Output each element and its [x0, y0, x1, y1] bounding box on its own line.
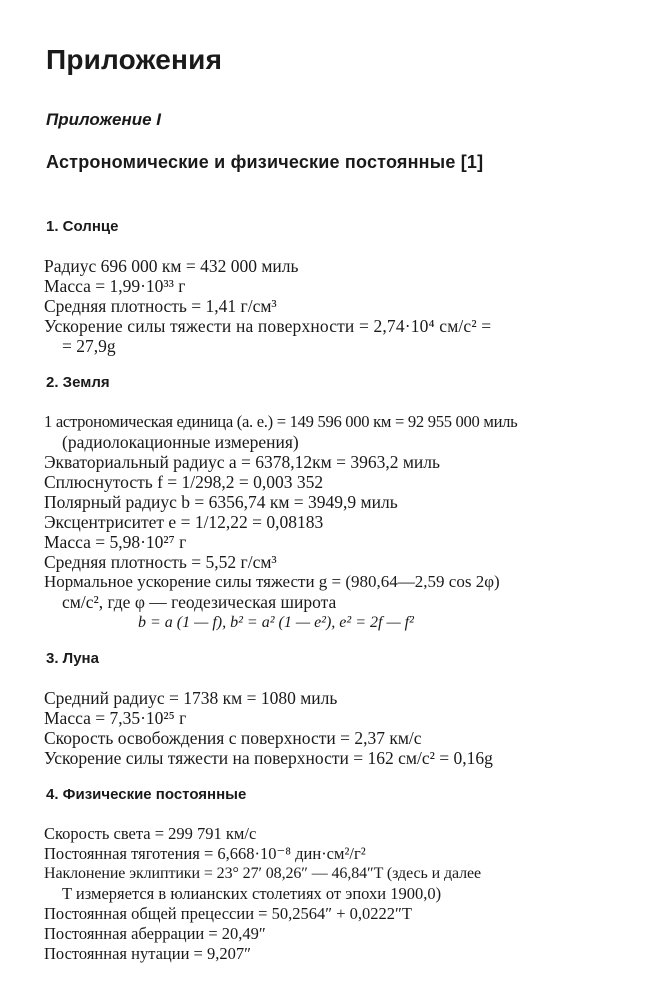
- earth-line: Экваториальный радиус a = 6378,12км = 3963,2 миль: [44, 452, 440, 472]
- physics-line: Наклонение эклиптики = 23° 27′ 08,26″ — 46,84″T (здесь и далее: [44, 865, 482, 882]
- physics-line: Постоянная аберрации = 20,49″: [44, 924, 266, 943]
- earth-line: Сплюснутость f = 1/298,2 = 0,003 352: [44, 472, 324, 492]
- sun-line: Масса = 1,99·10³³ г: [44, 276, 186, 296]
- section-title-sun: 1. Солнце: [46, 218, 119, 235]
- sun-line: Ускорение силы тяжести на поверхности = 2,74·10⁴ см/с² =: [44, 316, 492, 336]
- physics-line: Постоянная тяготения = 6,668·10⁻⁸ дин·см²/г²: [44, 844, 366, 863]
- earth-line: Средняя плотность = 5,52 г/см³: [44, 552, 277, 572]
- appendix-label: Приложение I: [46, 110, 162, 129]
- earth-line: Нормальное ускорение силы тяжести g = (980,64—2,59 cos 2φ): [44, 572, 500, 591]
- appendix-subtitle: Астрономические и физические постоянные [1]: [46, 152, 484, 172]
- section-title-earth: 2. Земля: [46, 374, 110, 391]
- earth-line: Масса = 5,98·10²⁷ г: [44, 532, 187, 552]
- sun-line: Радиус 696 000 км = 432 000 миль: [44, 256, 299, 276]
- physics-line: Постоянная нутации = 9,207″: [44, 944, 251, 963]
- earth-formula: b = a (1 — f), b² = a² (1 — e²), e² = 2f — f²: [138, 614, 414, 631]
- section-title-physics: 4. Физические постоянные: [46, 786, 247, 803]
- moon-line: Средний радиус = 1738 км = 1080 миль: [44, 688, 338, 708]
- page-title: Приложения: [46, 44, 223, 75]
- earth-line: Эксцентриситет e = 1/12,22 = 0,08183: [44, 512, 324, 532]
- moon-line: Масса = 7,35·10²⁵ г: [44, 708, 187, 728]
- physics-line: Скорость света = 299 791 км/с: [44, 824, 257, 843]
- sun-line: Средняя плотность = 1,41 г/см³: [44, 296, 277, 316]
- sun-line: = 27,9g: [62, 336, 116, 356]
- moon-line: Скорость освобождения с поверхности = 2,37 км/с: [44, 728, 422, 748]
- earth-line: Полярный радиус b = 6356,74 км = 3949,9 миль: [44, 492, 398, 512]
- moon-line: Ускорение силы тяжести на поверхности = 162 см/с² = 0,16g: [44, 748, 493, 768]
- earth-line: см/с², где φ — геодезическая широта: [62, 592, 337, 612]
- physics-line: Постоянная общей прецессии = 50,2564″ + 0,0222″T: [44, 904, 412, 923]
- earth-line: 1 астрономическая единица (а. е.) = 149 596 000 км = 92 955 000 миль: [44, 412, 518, 431]
- physics-line: T измеряется в юлианских столетиях от эпохи 1900,0): [62, 884, 442, 903]
- earth-line: (радиолокационные измерения): [62, 432, 299, 452]
- section-title-moon: 3. Луна: [46, 650, 99, 667]
